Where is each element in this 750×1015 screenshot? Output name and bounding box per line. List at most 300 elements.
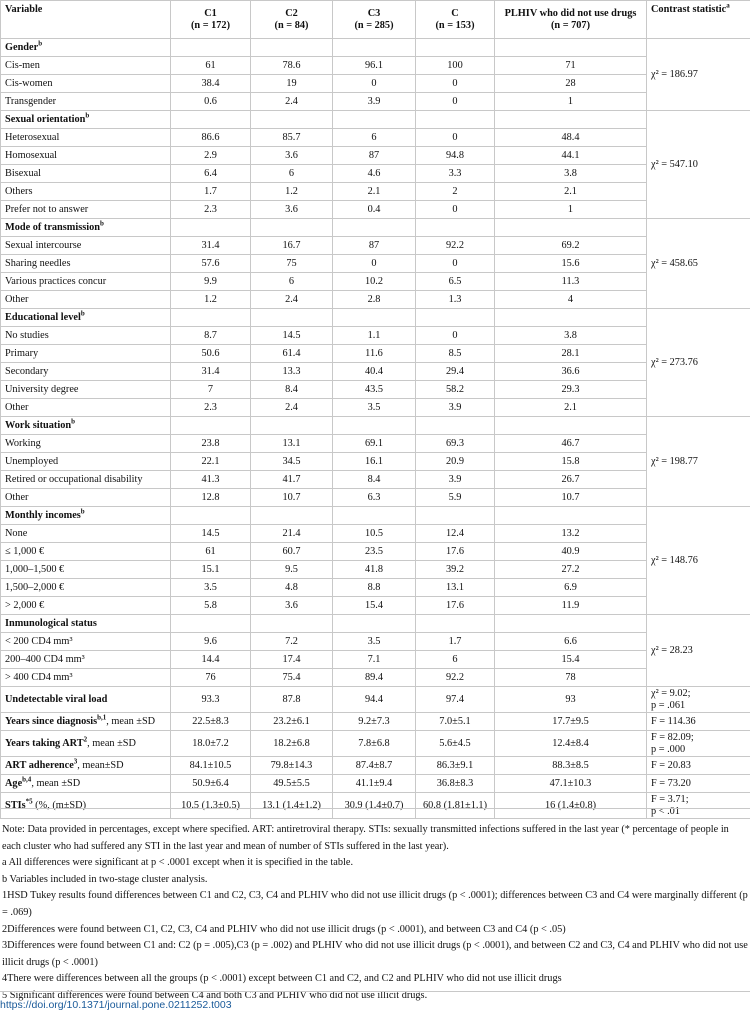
cell-value: 13.3 xyxy=(251,363,333,381)
cell-value: 6.4 xyxy=(171,165,251,183)
cell-value: 0 xyxy=(416,201,495,219)
cell-value: 26.7 xyxy=(495,471,647,489)
contrast-statistic: χ² = 458.65 xyxy=(647,219,750,309)
table-row xyxy=(1,381,750,399)
cell-value: 34.5 xyxy=(251,453,333,471)
table-row xyxy=(1,399,750,417)
row-label: Undetectable viral load xyxy=(1,687,171,713)
cell-value: 0 xyxy=(333,255,416,273)
cell-value: 50.6 xyxy=(171,345,251,363)
cell-value: 15.1 xyxy=(171,561,251,579)
cell-value: 1.7 xyxy=(416,633,495,651)
row-label: Various practices concur xyxy=(1,273,171,291)
cell-value: 28 xyxy=(495,75,647,93)
table-row xyxy=(1,525,750,543)
table-group-row xyxy=(1,507,750,525)
table-row xyxy=(1,255,750,273)
cell-value: 3.9 xyxy=(416,399,495,417)
cell-value: 61 xyxy=(171,543,251,561)
row-label: Other xyxy=(1,291,171,309)
cell-value: 6.9 xyxy=(495,579,647,597)
cell-value: 49.5±5.5 xyxy=(251,775,333,793)
cell-value: 0 xyxy=(333,75,416,93)
table-row xyxy=(1,345,750,363)
cell-value: 10.7 xyxy=(251,489,333,507)
table-row xyxy=(1,561,750,579)
cell-value: 1.2 xyxy=(171,291,251,309)
cell-value xyxy=(251,507,333,525)
cell-value: 46.7 xyxy=(495,435,647,453)
cell-value: 6.3 xyxy=(333,489,416,507)
table-group-row xyxy=(1,39,750,57)
cell-value: 9.9 xyxy=(171,273,251,291)
cell-value: 8.7 xyxy=(171,327,251,345)
cell-value xyxy=(171,615,251,633)
cell-value: 11.3 xyxy=(495,273,647,291)
cell-value: 57.6 xyxy=(171,255,251,273)
table-group-row xyxy=(1,219,750,237)
cell-value xyxy=(333,615,416,633)
cell-value: 48.4 xyxy=(495,129,647,147)
cell-value xyxy=(416,615,495,633)
cell-value: 4.6 xyxy=(333,165,416,183)
cell-value: 12.4±8.4 xyxy=(495,731,647,757)
cell-value xyxy=(171,219,251,237)
cell-value: 3.8 xyxy=(495,165,647,183)
contrast-statistic: F = 73.20 xyxy=(647,775,750,793)
row-label: Cis-men xyxy=(1,57,171,75)
cell-value: 11.6 xyxy=(333,345,416,363)
cell-value: 0 xyxy=(416,75,495,93)
cell-value: 85.7 xyxy=(251,129,333,147)
table-group-row xyxy=(1,615,750,633)
cell-value: 50.9±6.4 xyxy=(171,775,251,793)
contrast-statistic: χ² = 198.77 xyxy=(647,417,750,507)
cell-value: 69.1 xyxy=(333,435,416,453)
cell-value: 1.1 xyxy=(333,327,416,345)
cell-value: 0 xyxy=(416,255,495,273)
cell-value xyxy=(251,39,333,57)
table-summary-row xyxy=(1,687,750,713)
cell-value xyxy=(251,111,333,129)
table-row xyxy=(1,597,750,615)
cell-value: 2 xyxy=(416,183,495,201)
cell-value: 87 xyxy=(333,237,416,255)
row-label: Primary xyxy=(1,345,171,363)
cell-value: 16 (1.4±0.8) xyxy=(495,793,647,819)
contrast-statistic: χ² = 186.97 xyxy=(647,39,750,111)
table-row xyxy=(1,183,750,201)
cell-value: 0 xyxy=(416,327,495,345)
table-row xyxy=(1,327,750,345)
cell-value: 21.4 xyxy=(251,525,333,543)
table-note: Note: Data provided in percentages, except where specified. ART: antiretroviral therapy. STIs: sexually transmitted infections suffered in the last year (* percentage of people in each cluster who had suffered any STI in the last year and mean of number of STIs suffered in the last year). xyxy=(2,824,729,852)
cell-value: 3.6 xyxy=(251,147,333,165)
cell-value: 8.5 xyxy=(416,345,495,363)
cell-value: 30.9 (1.4±0.7) xyxy=(333,793,416,819)
row-label: ≤ 1,000 € xyxy=(1,543,171,561)
cell-value: 12.8 xyxy=(171,489,251,507)
cell-value: 7.0±5.1 xyxy=(416,713,495,731)
notes-divider xyxy=(0,808,750,809)
cell-value xyxy=(251,417,333,435)
row-label: Others xyxy=(1,183,171,201)
cell-value: 6.5 xyxy=(416,273,495,291)
cell-value: 3.6 xyxy=(251,597,333,615)
table-note: 5 Significant differences were found between C4 and both C3 and PLHIV who did not use illicit drugs. xyxy=(2,989,428,1001)
group-label: Educational level$^b$ xyxy=(1,309,171,327)
cell-value: 18.2±6.8 xyxy=(251,731,333,757)
cell-value: 60.7 xyxy=(251,543,333,561)
cell-value xyxy=(171,309,251,327)
cell-value: 78 xyxy=(495,669,647,687)
cell-value: 10.5 xyxy=(333,525,416,543)
table-row xyxy=(1,669,750,687)
cell-value: 3.6 xyxy=(251,201,333,219)
table-note: 4There were differences between all the groups (p < .0001) except between C1 and C2, and C2 and PLHIV who did not use illicit drugs xyxy=(2,973,562,985)
cell-value: 100 xyxy=(416,57,495,75)
cell-value: 9.6 xyxy=(171,633,251,651)
cell-value: 75.4 xyxy=(251,669,333,687)
cell-value: 29.4 xyxy=(416,363,495,381)
table-row xyxy=(1,543,750,561)
cell-value xyxy=(416,417,495,435)
cell-value: 92.2 xyxy=(416,669,495,687)
cell-value: 4.8 xyxy=(251,579,333,597)
cell-value xyxy=(495,615,647,633)
table-note: 3Differences were found between C1 and: C2 (p = .005),C3 (p = .002) and PLHIV who did not use illicit drugs (p < .0001), and between C2 and C3, C4 and PLHIV who did not use illicit drugs (p < .0001) xyxy=(2,940,748,968)
header-plhiv: PLHIV who did not use drugs (n = 707) xyxy=(495,1,647,39)
row-label: Years taking ART$^2$, mean ±SD xyxy=(1,731,171,757)
table-row xyxy=(1,471,750,489)
cell-value xyxy=(333,219,416,237)
group-label: Mode of transmission$^b$ xyxy=(1,219,171,237)
cell-value: 7.1 xyxy=(333,651,416,669)
cell-value: 23.8 xyxy=(171,435,251,453)
cell-value: 86.3±9.1 xyxy=(416,757,495,775)
cell-value: 41.7 xyxy=(251,471,333,489)
row-label: 1,000–1,500 € xyxy=(1,561,171,579)
cell-value: 13.1 (1.4±1.2) xyxy=(251,793,333,819)
cell-value xyxy=(416,39,495,57)
cell-value: 22.5±8.3 xyxy=(171,713,251,731)
table-row xyxy=(1,237,750,255)
cell-value: 31.4 xyxy=(171,363,251,381)
table-row xyxy=(1,291,750,309)
row-label: Prefer not to answer xyxy=(1,201,171,219)
footer-divider xyxy=(0,991,750,992)
table-row xyxy=(1,435,750,453)
table-row xyxy=(1,453,750,471)
contrast-statistic: χ² = 547.10 xyxy=(647,111,750,219)
header-c2: C2 (n = 84) xyxy=(251,1,333,39)
cell-value: 75 xyxy=(251,255,333,273)
cell-value: 2.3 xyxy=(171,399,251,417)
row-label: Years since diagnosis$^{b,1}$, mean ±SD xyxy=(1,713,171,731)
cell-value: 41.8 xyxy=(333,561,416,579)
cell-value: 40.4 xyxy=(333,363,416,381)
cell-value: 16.7 xyxy=(251,237,333,255)
cell-value: 61.4 xyxy=(251,345,333,363)
table-notes xyxy=(0,822,750,1005)
cell-value: 15.4 xyxy=(495,651,647,669)
row-label: > 400 CD4 mm³ xyxy=(1,669,171,687)
cell-value: 3.3 xyxy=(416,165,495,183)
cell-value: 89.4 xyxy=(333,669,416,687)
cell-value: 2.4 xyxy=(251,291,333,309)
header-variable: Variable xyxy=(1,1,171,39)
table-row xyxy=(1,633,750,651)
cell-value: 5.9 xyxy=(416,489,495,507)
cell-value: 92.2 xyxy=(416,237,495,255)
contrast-statistic: χ² = 273.76 xyxy=(647,309,750,417)
cell-value xyxy=(333,111,416,129)
table-summary-row xyxy=(1,793,750,819)
table-row xyxy=(1,363,750,381)
row-label: > 2,000 € xyxy=(1,597,171,615)
cell-value: 1 xyxy=(495,201,647,219)
table-summary-row xyxy=(1,713,750,731)
cell-value: 14.5 xyxy=(171,525,251,543)
table-row xyxy=(1,75,750,93)
cell-value: 41.3 xyxy=(171,471,251,489)
cell-value: 1.3 xyxy=(416,291,495,309)
cell-value xyxy=(251,219,333,237)
row-label: Homosexual xyxy=(1,147,171,165)
table-note: b Variables included in two-stage cluster analysis. xyxy=(2,873,208,885)
cell-value: 40.9 xyxy=(495,543,647,561)
cell-value: 2.8 xyxy=(333,291,416,309)
contrast-statistic: χ² = 28.23 xyxy=(647,615,750,687)
cell-value: 14.4 xyxy=(171,651,251,669)
cell-value: 60.8 (1.81±1.1) xyxy=(416,793,495,819)
cell-value: 2.1 xyxy=(495,399,647,417)
row-label: Cis-women xyxy=(1,75,171,93)
cell-value: 94.8 xyxy=(416,147,495,165)
cell-value: 69.2 xyxy=(495,237,647,255)
cell-value: 13.1 xyxy=(251,435,333,453)
cell-value: 3.9 xyxy=(416,471,495,489)
cell-value: 17.4 xyxy=(251,651,333,669)
cell-value: 7.2 xyxy=(251,633,333,651)
table-note: 1HSD Tukey results found differences between C1 and C2, C3, C4 and PLHIV who did not use illicit drugs (p < .0001); differences between C3 and C4 were marginally different (p = .069) xyxy=(2,890,748,918)
cell-value: 6 xyxy=(251,273,333,291)
cell-value: 3.5 xyxy=(333,399,416,417)
group-label: Work situation$^b$ xyxy=(1,417,171,435)
cell-value: 61 xyxy=(171,57,251,75)
table-group-row xyxy=(1,111,750,129)
cell-value xyxy=(495,507,647,525)
cell-value: 17.7±9.5 xyxy=(495,713,647,731)
cell-value: 41.1±9.4 xyxy=(333,775,416,793)
row-label: Other xyxy=(1,399,171,417)
row-label: Other xyxy=(1,489,171,507)
cell-value xyxy=(333,507,416,525)
cell-value: 6 xyxy=(333,129,416,147)
cell-value: 7 xyxy=(171,381,251,399)
table-group-row xyxy=(1,309,750,327)
cell-value: 2.1 xyxy=(495,183,647,201)
row-label: Working xyxy=(1,435,171,453)
table-group-row xyxy=(1,417,750,435)
cell-value: 8.4 xyxy=(333,471,416,489)
cell-value: 93 xyxy=(495,687,647,713)
cell-value xyxy=(333,39,416,57)
cell-value: 6 xyxy=(251,165,333,183)
table-row xyxy=(1,579,750,597)
cell-value: 23.2±6.1 xyxy=(251,713,333,731)
cell-value: 0 xyxy=(416,129,495,147)
cell-value xyxy=(495,111,647,129)
cell-value: 15.6 xyxy=(495,255,647,273)
cell-value: 76 xyxy=(171,669,251,687)
cell-value: 47.1±10.3 xyxy=(495,775,647,793)
cell-value: 94.4 xyxy=(333,687,416,713)
cell-value xyxy=(495,309,647,327)
cell-value: 27.2 xyxy=(495,561,647,579)
row-label: Sharing needles xyxy=(1,255,171,273)
cell-value xyxy=(171,417,251,435)
cell-value: 44.1 xyxy=(495,147,647,165)
row-label: 200–400 CD4 mm³ xyxy=(1,651,171,669)
group-label: Sexual orientation$^b$ xyxy=(1,111,171,129)
cell-value: 29.3 xyxy=(495,381,647,399)
row-label: Heterosexual xyxy=(1,129,171,147)
cell-value: 71 xyxy=(495,57,647,75)
cell-value: 3.8 xyxy=(495,327,647,345)
cell-value: 96.1 xyxy=(333,57,416,75)
cell-value: 4 xyxy=(495,291,647,309)
cell-value: 84.1±10.5 xyxy=(171,757,251,775)
cell-value xyxy=(251,615,333,633)
table-row xyxy=(1,651,750,669)
contrast-statistic: F = 114.36 xyxy=(647,713,750,731)
cell-value: 1 xyxy=(495,93,647,111)
table-row xyxy=(1,93,750,111)
cell-value: 58.2 xyxy=(416,381,495,399)
cell-value xyxy=(416,309,495,327)
table-row xyxy=(1,147,750,165)
cell-value: 17.6 xyxy=(416,597,495,615)
cell-value: 10.5 (1.3±0.5) xyxy=(171,793,251,819)
cell-value: 39.2 xyxy=(416,561,495,579)
cell-value: 12.4 xyxy=(416,525,495,543)
header-contrast: Contrast statistic$^a$ xyxy=(647,1,750,39)
cell-value: 79.8±14.3 xyxy=(251,757,333,775)
table-row xyxy=(1,57,750,75)
table-row xyxy=(1,489,750,507)
cell-value: 13.1 xyxy=(416,579,495,597)
cell-value: 18.0±7.2 xyxy=(171,731,251,757)
cell-value: 16.1 xyxy=(333,453,416,471)
group-label: Gender$^b$ xyxy=(1,39,171,57)
cell-value: 1.7 xyxy=(171,183,251,201)
cell-value: 5.8 xyxy=(171,597,251,615)
cell-value xyxy=(171,507,251,525)
cell-value: 2.1 xyxy=(333,183,416,201)
cell-value: 17.6 xyxy=(416,543,495,561)
contrast-statistic: F = 3.71; p < .01 xyxy=(647,793,750,819)
doi-link[interactable]: https://doi.org/10.1371/journal.pone.0211252.t003 xyxy=(0,999,232,1011)
row-label: Transgender xyxy=(1,93,171,111)
cell-value: 2.4 xyxy=(251,399,333,417)
row-label: Sexual intercourse xyxy=(1,237,171,255)
cell-value: 0 xyxy=(416,93,495,111)
group-label: Inmunological status xyxy=(1,615,171,633)
cell-value: 31.4 xyxy=(171,237,251,255)
cell-value xyxy=(495,219,647,237)
cell-value: 87.8 xyxy=(251,687,333,713)
cell-value: 3.5 xyxy=(333,633,416,651)
cell-value: 0.6 xyxy=(171,93,251,111)
cell-value: 10.7 xyxy=(495,489,647,507)
header-row xyxy=(1,1,750,39)
cell-value xyxy=(171,39,251,57)
cell-value xyxy=(333,309,416,327)
cell-value: 38.4 xyxy=(171,75,251,93)
cell-value: 3.9 xyxy=(333,93,416,111)
table-summary-row xyxy=(1,775,750,793)
cell-value: 15.8 xyxy=(495,453,647,471)
cell-value: 20.9 xyxy=(416,453,495,471)
cell-value: 78.6 xyxy=(251,57,333,75)
cell-value: 8.4 xyxy=(251,381,333,399)
cell-value: 3.5 xyxy=(171,579,251,597)
table-row xyxy=(1,165,750,183)
header-c3: C3 (n = 285) xyxy=(333,1,416,39)
row-label: < 200 CD4 mm³ xyxy=(1,633,171,651)
cell-value: 97.4 xyxy=(416,687,495,713)
cell-value: 88.3±8.5 xyxy=(495,757,647,775)
row-label: Bisexual xyxy=(1,165,171,183)
table-note: a All differences were significant at p < .0001 except when it is specified in the table. xyxy=(2,857,354,869)
cell-value: 36.8±8.3 xyxy=(416,775,495,793)
cell-value: 69.3 xyxy=(416,435,495,453)
cell-value: 22.1 xyxy=(171,453,251,471)
cell-value: 11.9 xyxy=(495,597,647,615)
header-c1: C1 (n = 172) xyxy=(171,1,251,39)
cell-value: 2.3 xyxy=(171,201,251,219)
contrast-statistic: F = 82.09; p = .000 xyxy=(647,731,750,757)
cell-value: 93.3 xyxy=(171,687,251,713)
contrast-statistic: F = 20.83 xyxy=(647,757,750,775)
cell-value: 28.1 xyxy=(495,345,647,363)
cell-value xyxy=(333,417,416,435)
cell-value xyxy=(416,219,495,237)
cell-value xyxy=(495,417,647,435)
cell-value: 0.4 xyxy=(333,201,416,219)
cell-value: 36.6 xyxy=(495,363,647,381)
cell-value: 6.6 xyxy=(495,633,647,651)
row-label: ART adherence$^3$, mean±SD xyxy=(1,757,171,775)
row-label: STIs$^{*5}$ (%, (m±SD) xyxy=(1,793,171,819)
row-label: 1,500–2,000 € xyxy=(1,579,171,597)
row-label: Secondary xyxy=(1,363,171,381)
cell-value: 15.4 xyxy=(333,597,416,615)
cell-value: 5.6±4.5 xyxy=(416,731,495,757)
table-summary-row xyxy=(1,731,750,757)
cell-value: 6 xyxy=(416,651,495,669)
cell-value: 7.8±6.8 xyxy=(333,731,416,757)
row-label: No studies xyxy=(1,327,171,345)
cell-value: 13.2 xyxy=(495,525,647,543)
row-label: University degree xyxy=(1,381,171,399)
cell-value: 2.9 xyxy=(171,147,251,165)
cell-value: 2.4 xyxy=(251,93,333,111)
cell-value: 87.4±8.7 xyxy=(333,757,416,775)
cell-value: 87 xyxy=(333,147,416,165)
row-label: None xyxy=(1,525,171,543)
